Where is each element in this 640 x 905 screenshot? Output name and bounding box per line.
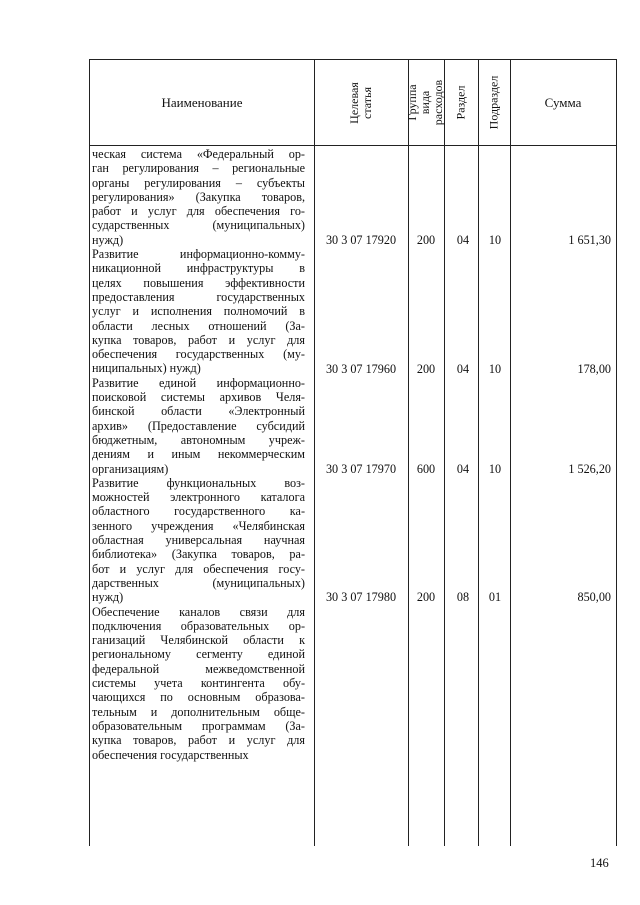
row-name-line: области лесных отношений (За-: [92, 318, 305, 333]
row-name-line: Развитие функциональных воз-: [92, 475, 305, 490]
row-name-line: федеральной межведомственной: [92, 661, 305, 676]
header-subsection: Подраздел: [486, 75, 501, 130]
row-name-line: областная универсальная научная: [92, 533, 305, 548]
header-section: Раздел: [453, 85, 468, 120]
page-number: 146: [590, 856, 609, 870]
row-name-line: тельным и дополнительным обще-: [92, 704, 305, 719]
row-sum: 178,00: [577, 361, 611, 376]
row-sum: 1 651,30: [568, 232, 611, 247]
budget-table: [89, 59, 617, 846]
row-name-line: работ и услуг для обеспечения го-: [92, 204, 305, 219]
row-subsection: 10: [488, 361, 502, 376]
column-divider-1: [314, 60, 315, 846]
column-divider-3: [444, 60, 445, 846]
row-name-line: региональному сегменту единой: [92, 647, 305, 662]
row-name-line: Развитие информационно-комму-: [92, 247, 305, 262]
row-name-line: областного государственного ка-: [92, 504, 305, 519]
row-section: 04: [456, 232, 470, 247]
row-name-line: системы учета контингента обу-: [92, 676, 305, 691]
row-name-line: бинской области «Электронный: [92, 404, 305, 419]
row-target-article: 30 3 07 17970: [325, 461, 397, 476]
row-name-line: нужд): [92, 232, 124, 247]
row-name-line: дениям и иным некоммерческим: [92, 447, 305, 462]
header-sum: Сумма: [544, 94, 582, 110]
row-name-line: Развитие единой информационно-: [92, 375, 305, 390]
row-name-line: обеспечения государственных: [92, 747, 249, 762]
column-divider-4: [478, 60, 479, 846]
row-name-line: дарственных (муниципальных): [92, 575, 305, 590]
row-sum: 850,00: [577, 590, 611, 605]
row-name-line: ганизаций Челябинской области к: [92, 633, 305, 648]
column-divider-2: [408, 60, 409, 846]
row-name-line: предоставления государственных: [92, 289, 305, 304]
row-name-line: купка товаров, работ и услуг для: [92, 332, 305, 347]
row-name-line: обеспечения государственных (му-: [92, 347, 305, 362]
row-name-line: организациям): [92, 461, 169, 476]
row-name-line: бот и услуг для обеспечения госу-: [92, 561, 305, 576]
row-name-line: образовательным программам (За-: [92, 718, 305, 733]
row-target-article: 30 3 07 17980: [325, 590, 397, 605]
row-name-line: нужд): [92, 590, 124, 605]
row-name-line: ган регулирования – региональные: [92, 161, 305, 176]
row-name-line: целях повышения эффективности: [92, 275, 305, 290]
row-name-line: бюджетным, автономным учреж-: [92, 432, 305, 447]
row-name: [92, 247, 305, 376]
row-name-line: ческая система «Федеральный ор-: [92, 147, 305, 161]
row-name-line: зенного учреждения «Челябинская: [92, 518, 305, 533]
row-name-line: сударственных (муниципальных): [92, 218, 305, 233]
row-expense-group: 200: [416, 361, 436, 376]
column-divider-5: [510, 60, 511, 846]
row-subsection: 10: [488, 461, 502, 476]
row-name: [92, 476, 305, 605]
row-name-line: архив» (Предоставление субсидий: [92, 418, 305, 433]
row-name-line: регулирования» (Закупка товаров,: [92, 189, 305, 204]
row-name-line: библиотека» (Закупка товаров, ра-: [92, 547, 305, 562]
row-section: 08: [456, 590, 470, 605]
row-name: [92, 147, 305, 247]
row-expense-group: 200: [416, 232, 436, 247]
row-target-article: 30 3 07 17920: [325, 232, 397, 247]
row-name-line: поисковой системы архивов Челя-: [92, 390, 305, 405]
row-target-article: 30 3 07 17960: [325, 361, 397, 376]
row-name-line: никационной инфраструктуры в: [92, 261, 305, 276]
header-divider: [90, 145, 616, 146]
row-section: 04: [456, 361, 470, 376]
row-name: [92, 605, 305, 762]
row-section: 04: [456, 461, 470, 476]
row-name-line: Обеспечение каналов связи для: [92, 604, 305, 619]
row-expense-group: 200: [416, 590, 436, 605]
header-expense-group: Группа вида расходов: [405, 79, 446, 126]
row-name-line: купка товаров, работ и услуг для: [92, 733, 305, 748]
row-subsection: 01: [488, 590, 502, 605]
header-target-article: Целевая статья: [347, 81, 374, 124]
row-name-line: услуг и исполнения полномочий в: [92, 304, 305, 319]
row-sum: 1 526,20: [568, 461, 611, 476]
row-name-line: чающихся по основным образова-: [92, 690, 305, 705]
row-subsection: 10: [488, 232, 502, 247]
row-name-line: органы регулирования – субъекты: [92, 175, 305, 190]
row-name-line: можностей электронного каталога: [92, 490, 305, 505]
row-name: [92, 376, 305, 476]
row-expense-group: 600: [416, 461, 436, 476]
header-name: Наименование: [161, 94, 243, 110]
row-name-line: ниципальных) нужд): [92, 361, 201, 376]
row-name-line: подключения образовательных ор-: [92, 618, 305, 633]
